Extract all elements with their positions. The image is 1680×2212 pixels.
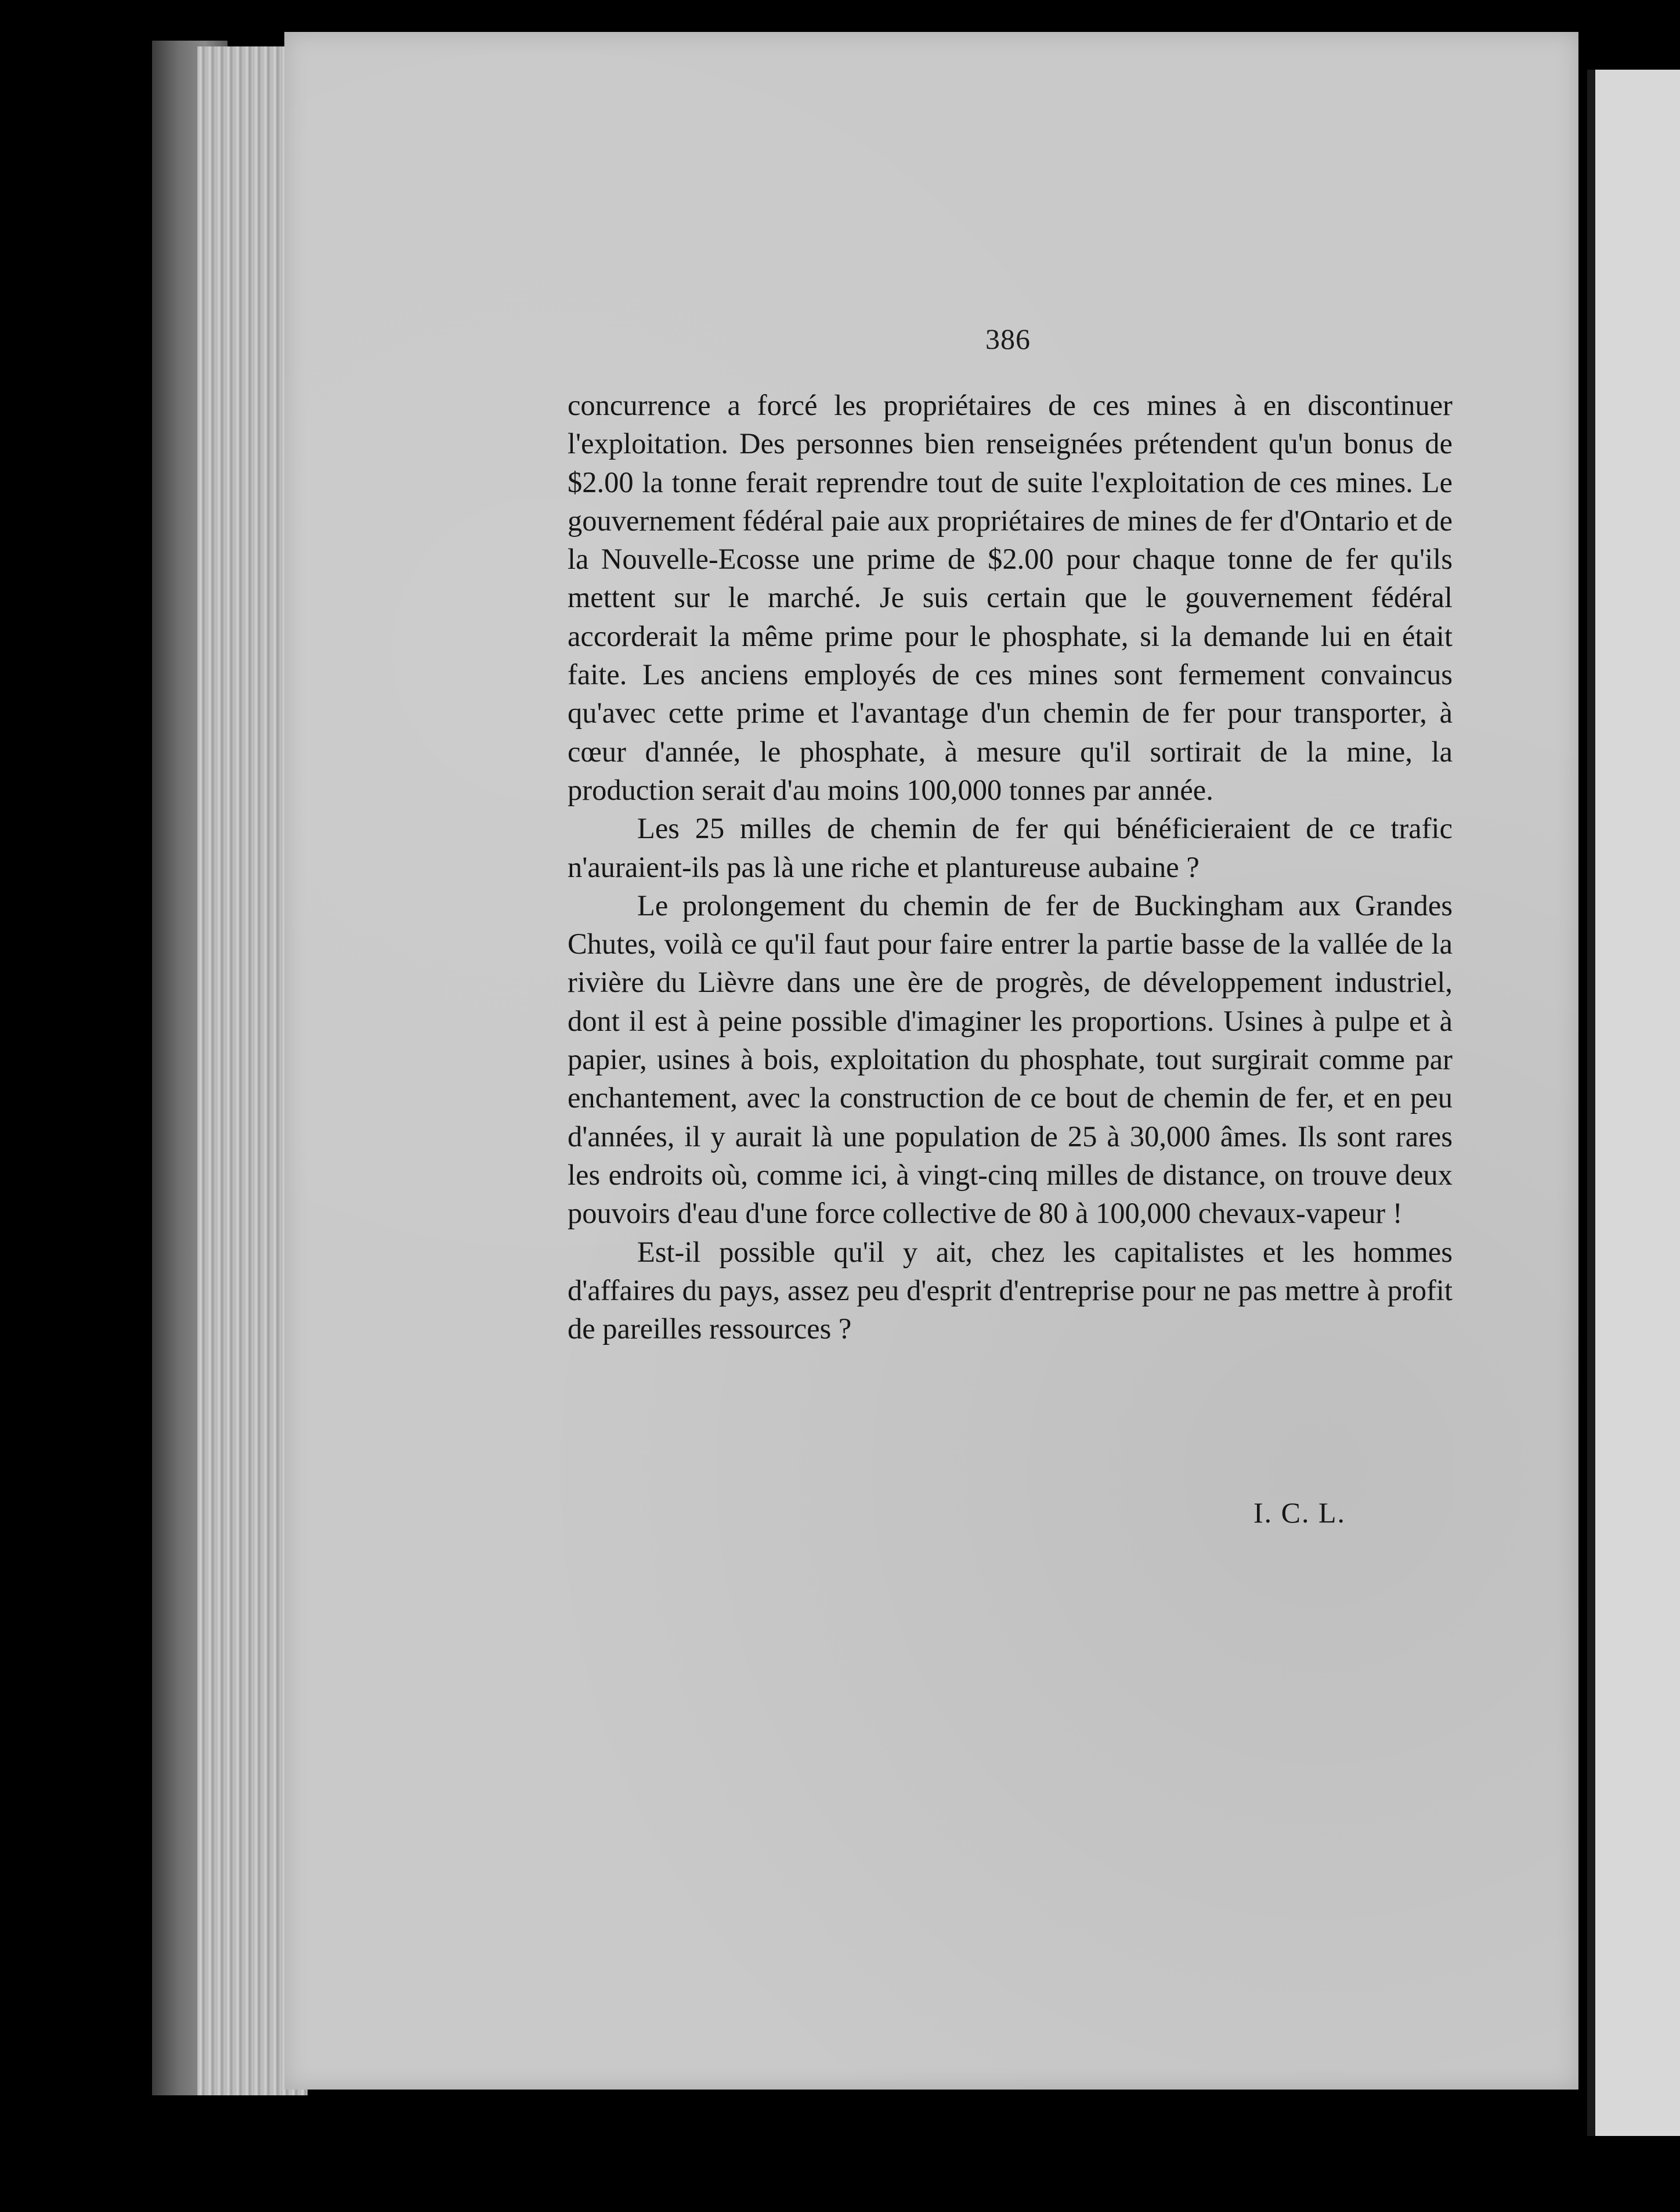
paragraph-2: Les 25 milles de chemin de fer qui bénéficieraient de ce trafic n'auraient-ils pas là une riche et plantureuse aubaine ? (568, 812, 1453, 883)
paragraph-3: Le prolongement du chemin de fer de Buckingham aux Grandes Chutes, voilà ce qu'il faut pour faire entrer la partie basse de la vallée de la rivière du Lièvre dans une ère de progrès, de développement industriel, dont il est à peine possible d'imaginer les proportions. Usines à pulpe et à papier, usines à bois, exploitation du phosphate, tout surgirait comme par enchantement, avec la construction de ce bout de chemin de fer, et en peu d'années, il y aurait là une population de 25 à 30,000 âmes. Ils sont rares les endroits où, comme ici, à vingt-cinq milles de distance, on trouve deux pouvoirs d'eau d'une force collective de 80 à 100,000 chevaux-vapeur ! (568, 889, 1453, 1230)
signature: I. C. L. (1253, 1496, 1346, 1529)
scan-border (1587, 0, 1680, 70)
page-body (568, 386, 1453, 1348)
paragraph-4: Est-il possible qu'il y ait, chez les capitalistes et les hommes d'affaires du pays, assez peu d'esprit d'entreprise pour ne pas mettre à profit de pareilles ressources ? (568, 1235, 1453, 1345)
page-number: 386 (985, 323, 1031, 355)
facing-page-edge (1587, 70, 1680, 2136)
paragraph-1: concurrence a forcé les propriétaires de ces mines à en discontinuer l'exploitation. Des personnes bien renseignées prétendent qu'un bonus de $2.00 la tonne ferait reprendre tout de suite l'exploitation de ces mines. Le gouvernement fédéral paie aux propriétaires de mines de fer d'Ontario et de la Nouvelle-Ecosse une prime de $2.00 pour chaque tonne de fer qu'ils mettent sur le marché. Je suis certain que le gouvernement fédéral accorderait la même prime pour le phosphate, si la demande lui en était faite. Les anciens employés de ces mines sont fermement convaincus qu'avec cette prime et l'avantage d'un chemin de fer pour transporter, à cœur d'année, le phosphate, à mesure qu'il sortirait de la mine, la production serait d'au moins 100,000 tonnes par année. (568, 389, 1453, 806)
